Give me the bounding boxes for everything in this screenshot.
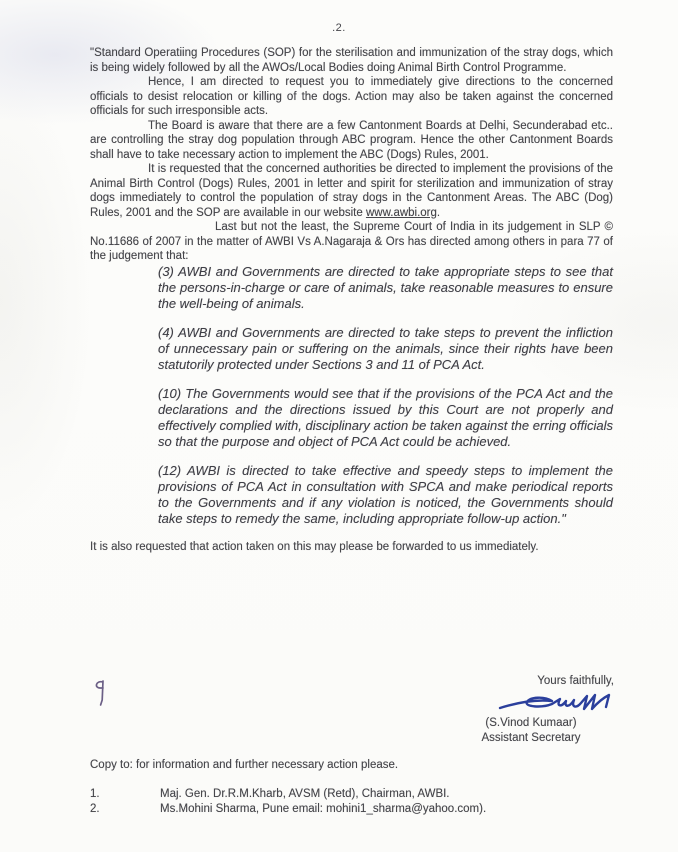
paragraph-abc-rules-text: It is requested that the concerned authorities be directed to implement the provisions of the Animal Birth Control (Dogs) Rules, 2001 in letter and spirit for sterilization and immunization of stray dogs immediately to control the population of stray dogs in the Cantonment Areas. The ABC (Dog) Rules, 2001 and the SOP are available in our website bbox=[90, 163, 613, 219]
copy-to-heading: Copy to: for information and further necessary action please. bbox=[90, 759, 399, 771]
signatory-name: (S.Vinod Kumaar) bbox=[485, 717, 577, 729]
paragraph-supreme-court: Last but not the least, the Supreme Court of India in its judgement in SLP © No.11686 of 2007 in the matter of AWBI Vs A.Nagaraja & Ors has directed among others in para 77 of the judgement that: bbox=[90, 221, 613, 262]
paragraph-sop: "Standard Operatiing Procedures (SOP) for the sterilisation and immunization of the stray dogs, which is being widely followed by all the AWOs/Local Bodies doing Animal Birth Control Programme. bbox=[90, 47, 613, 74]
copy-to-item bbox=[90, 787, 613, 802]
signature-scribble bbox=[498, 690, 616, 716]
signature-block bbox=[446, 674, 616, 746]
copy-to-item-number: 1. bbox=[90, 788, 100, 800]
copy-to-item-text: Ms.Mohini Sharma, Pune email: mohini1_sharma@yahoo.com). bbox=[160, 803, 487, 815]
copy-to-item-text: Maj. Gen. Dr.R.M.Kharb, AVSM (Retd), Chairman, AWBI. bbox=[160, 788, 450, 800]
paragraph-abc-rules-period: . bbox=[436, 206, 441, 219]
judgement-quote-para-12: (12) AWBI is directed to take effective and speedy steps to implement the provisions of PCA Act in consultation with SPCA and make periodical reports to the Governments and if any violation is noticed, the Governments should take steps to remedy the same, including appropriate follow-up action." bbox=[158, 462, 613, 526]
copy-to-list bbox=[90, 787, 613, 817]
signatory-title: Assistant Secretary bbox=[481, 732, 581, 744]
page-number: .2. bbox=[332, 22, 346, 34]
judgement-quote-para-4: (4) AWBI and Governments are directed to take steps to prevent the infliction of unnecessary pain or suffering on the animals, since their rights have been statutorily protected under Sections 3 and 11 of PCA Act. bbox=[158, 324, 613, 372]
copy-to-item-number: 2. bbox=[90, 803, 100, 815]
paragraph-cantonment-boards: The Board is aware that there are a few Cantonment Boards at Delhi, Secunderabad etc.. are controlling the stray dog population through ABC program. Hence the other Cantonment Boards shall have to take necessary action to implement the ABC (Dogs) Rules, 2001. bbox=[90, 119, 613, 161]
copy-to-section bbox=[90, 758, 613, 817]
judgement-quote-para-10: (10) The Governments would see that if the provisions of the PCA Act and the declarations and the directions issued by this Court are not properly and effectively complied with, disciplinary action be taken against the erring officials so that the purpose and object of PCA Act could be achieved. bbox=[158, 385, 613, 449]
paragraph-closing-request: It is also requested that action taken on this may please be forwarded to us immediately. bbox=[90, 540, 539, 553]
judgement-quote-para-3: (3) AWBI and Governments are directed to take appropriate steps to see that the persons-in-charge or care of animals, take reasonable measures to ensure the well-being of animals. bbox=[158, 263, 613, 311]
website-link: www.awbi.org bbox=[365, 206, 437, 219]
valediction: Yours faithfully, bbox=[537, 675, 614, 687]
copy-to-item bbox=[90, 802, 613, 817]
paragraph-abc-rules-request bbox=[90, 162, 613, 220]
letter-body bbox=[90, 46, 613, 554]
pen-mark bbox=[92, 678, 110, 712]
paragraph-hence-directions: Hence, I am directed to request you to immediately give directions to the concerned officials to desist relocation or killing of the dogs. Action may also be taken against the concerned officials for such irresponsible acts. bbox=[90, 76, 613, 117]
